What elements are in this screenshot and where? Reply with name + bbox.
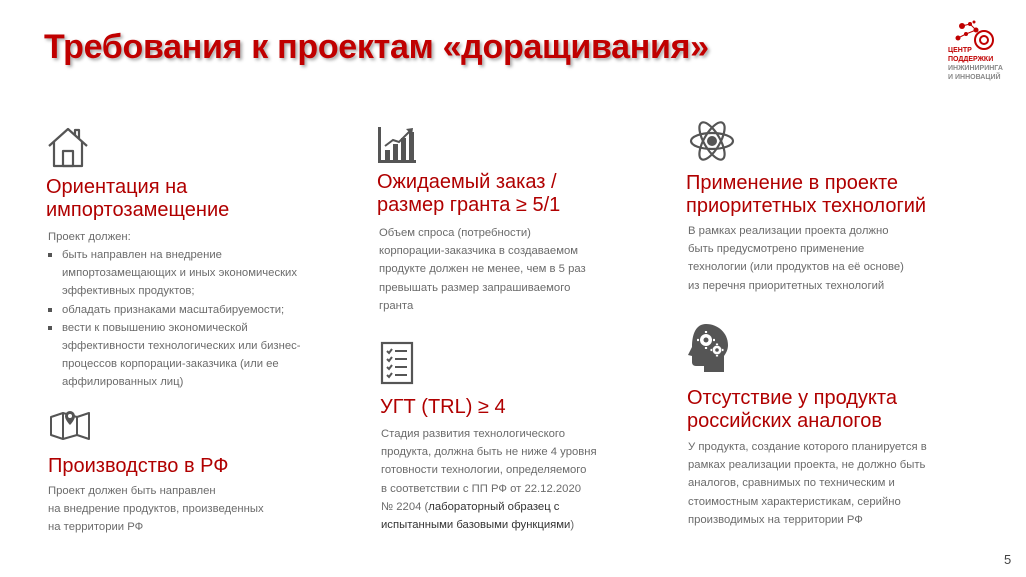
text-line: превышать размер запрашиваемого <box>379 281 571 294</box>
text-line: рамках реализации проекта, не должно быть <box>688 459 926 472</box>
text-line: Объем спроса (потребности) <box>379 227 531 239</box>
text-line: продукта, должна быть не ниже 4 уровня <box>381 446 597 459</box>
import-intro: Проект должен: <box>48 231 131 243</box>
production-title: Производство в РФ <box>48 455 229 477</box>
text-line: В рамках реализации проекта должно <box>688 225 889 237</box>
list-item: быть направлен на внедрение импортозамещающих и иных экономических эффективных продуктов; <box>46 246 331 301</box>
trl-text <box>381 425 597 534</box>
logo-text <box>948 46 1003 82</box>
text-line: ) <box>570 519 575 532</box>
title-line: размер гранта ≥ 5/1 <box>377 194 561 216</box>
text-line: производимых на территории РФ <box>688 513 863 526</box>
title-line: Отсутствие у продукта <box>687 387 897 409</box>
logo-line: ПОДДЕРЖКИ <box>948 56 994 63</box>
title-line: приоритетных технологий <box>686 195 927 217</box>
analogs-title <box>687 387 897 433</box>
title-line: Ориентация на <box>46 176 188 198</box>
production-text <box>48 482 264 537</box>
order-text <box>379 224 586 315</box>
text-line: технологии (или продуктов на её основе) <box>688 261 904 274</box>
text-line: У продукта, создание которого планируется в <box>688 441 927 453</box>
head-gears-icon <box>686 322 732 374</box>
growth-chart-icon <box>377 126 417 164</box>
title-line: Ожидаемый заказ / <box>377 171 557 193</box>
text-line: на внедрение продуктов, произведенных <box>48 503 264 516</box>
text-line: продукте должен не менее, чем в 5 раз <box>379 263 586 276</box>
logo-line: ИНЖИНИРИНГА <box>948 65 1003 72</box>
text-line: готовности технологии, определяемого <box>381 464 587 477</box>
analogs-text <box>688 438 927 529</box>
checklist-icon <box>380 341 414 385</box>
text-line: Стадия развития технологического <box>381 428 566 440</box>
text-line: гранта <box>379 299 414 312</box>
text-line-emphasis: лабораторный образец с <box>428 500 560 513</box>
title-line: Применение в проекте <box>686 172 899 194</box>
text-line-emphasis: испытанными базовыми функциями <box>381 519 571 532</box>
house-icon <box>46 126 90 168</box>
tech-title <box>686 172 926 218</box>
trl-title: УГТ (TRL) ≥ 4 <box>380 396 506 418</box>
text-line: в соответствии с ПП РФ от 22.12.2020 <box>381 482 582 495</box>
order-title <box>377 171 560 217</box>
text-line: стоимостным характеристикам, серийно <box>688 495 901 508</box>
title-line: российских аналогов <box>687 410 882 432</box>
page-number: 5 <box>1004 552 1012 567</box>
list-item: вести к повышению экономической эффективности технологических или бизнес-процессов корпорации-заказчика (или ее аффилированных лиц) <box>46 319 331 392</box>
text-line: корпорации-заказчика в создаваемом <box>379 245 579 258</box>
text-line: на территории РФ <box>48 521 144 534</box>
text-line: № 2204 ( <box>381 500 429 513</box>
text-line: быть предусмотрено применение <box>688 243 865 256</box>
page-title: Требования к проектам «доращивания» <box>44 28 709 66</box>
map-icon <box>49 409 91 441</box>
text-line: Проект должен быть направлен <box>48 485 216 497</box>
text-line: из перечня приоритетных технологий <box>688 279 885 292</box>
text-line: аналогов, сравнимых по техническим и <box>688 477 895 490</box>
import-bullets <box>46 246 331 392</box>
logo-line: И ИННОВАЦИЙ <box>948 74 1001 81</box>
import-title <box>46 176 229 222</box>
tech-text <box>688 222 904 295</box>
logo-line: ЦЕНТР <box>948 47 972 54</box>
title-line: импортозамещение <box>46 199 230 221</box>
list-item: обладать признаками масштабируемости; <box>46 301 331 319</box>
atom-icon <box>688 116 736 166</box>
